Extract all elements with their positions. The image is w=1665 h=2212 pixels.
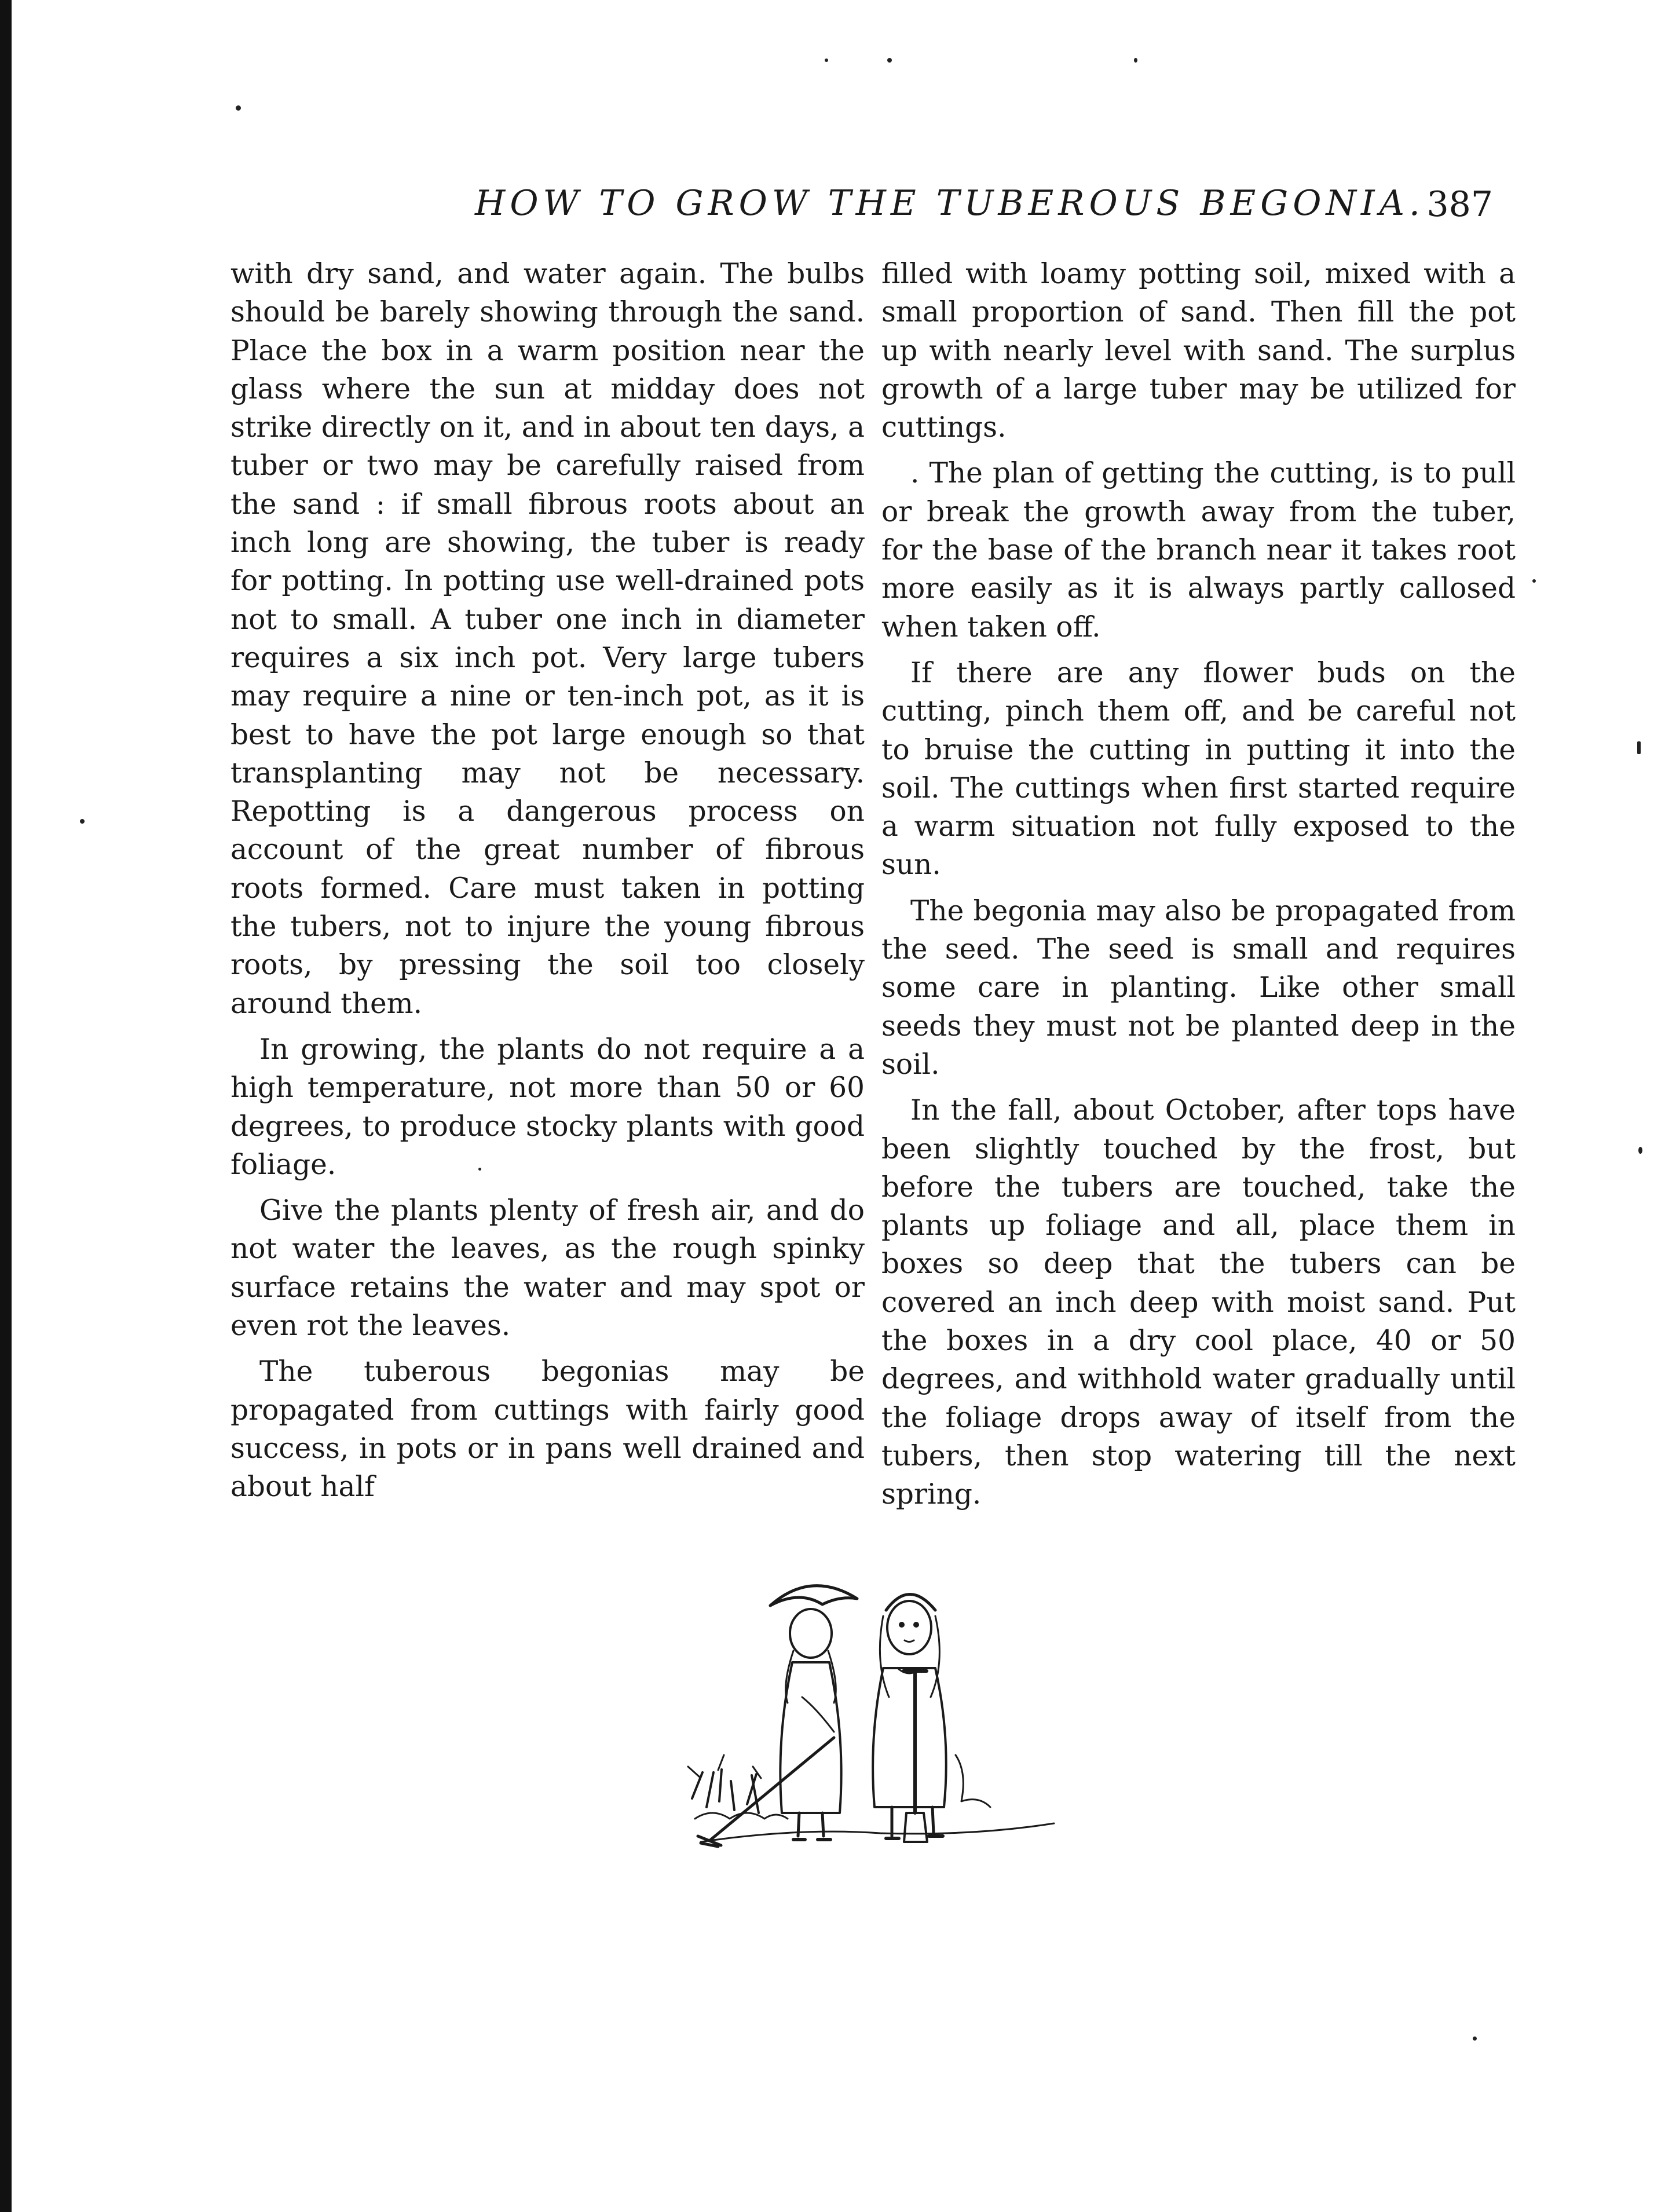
scan-speck (80, 819, 85, 824)
paragraph: filled with loamy potting soil, mixed with a small proportion of sand. Then fill the pot up with nearly level with sand. The surplus growth of a large tuber may be utilized for cuttings. (881, 258, 1516, 444)
scan-speck (1638, 1147, 1642, 1154)
scan-speck (1134, 58, 1137, 63)
paragraph: The tuberous begonias may be propagated from cuttings with fairly good success, in pots or in pans well drained and about half (230, 1355, 865, 1504)
scan-speck (887, 58, 892, 63)
scan-speck (1532, 579, 1536, 583)
gardening-children-illustration (683, 1564, 1077, 1853)
paragraph: with dry sand, and water again. The bulbs should be barely showing through the sand. Place the box in a warm position near the glass where the sun at midday does not strike directly on it, and in about ten days, a tuber or two may be carefully raised from the sand : if small fibrous roots about an inch long are showing, the tuber is ready for potting. In potting use well-drained pots not to small. A tuber one inch in diameter requires a six inch pot. Very large tubers may require a nine or ten-inch pot, as it is best to have the pot large enough so that transplanting may not be necessary. Repotting is a dangerous process on account of the great number of fibrous roots formed. Care must taken in potting the tubers, not to injure the young fibrous roots, by pressing the soil too closely around them. (230, 258, 865, 1020)
paragraph: In growing, the plants do not require a a high temperature, not more than 50 or 60 degrees, to produce stocky plants with good foliage. (230, 1033, 865, 1181)
paragraph: Give the plants plenty of fresh air, and do not water the leaves, as the rough spinky surface retains the water and may spot or even rot the leaves. (230, 1194, 865, 1343)
right-text-column (881, 255, 1516, 1522)
scan-edge-shadow (0, 0, 12, 2212)
scan-speck (236, 105, 241, 111)
paragraph: In the fall, about October, after tops have been slightly touched by the frost, but before the tubers are touched, take the plants up foliage and all, place them in boxes so deep that the tubers can be covered an inch deep with moist sand. Put the boxes in a dry cool place, 40 or 50 degrees, and withhold water gradually until the foliage drops away of itself from the tubers, then stop watering till the next spring. (881, 1094, 1516, 1511)
paragraph: If there are any flower buds on the cutting, pinch them off, and be careful not to bruise the cutting in putting it into the soil. The cuttings when first started require a warm situation not fully exposed to the sun. (881, 656, 1516, 882)
page-number: 387 (1426, 184, 1493, 225)
running-title: HOW TO GROW THE TUBEROUS BEGONIA. (475, 183, 1425, 224)
left-text-column (230, 255, 865, 1514)
paragraph: The begonia may also be propagated from the seed. The seed is small and requires some care in planting. Like other small seeds they must not be planted deep in the soil. (881, 894, 1516, 1081)
scan-speck (825, 59, 828, 62)
scan-speck (1637, 741, 1641, 754)
paragraph: . The plan of getting the cutting, is to pull or break the growth away from the tuber, for the base of the branch near it takes root more easily as it is always partly callosed when taken off. (881, 457, 1516, 644)
scan-speck (1473, 2036, 1477, 2041)
